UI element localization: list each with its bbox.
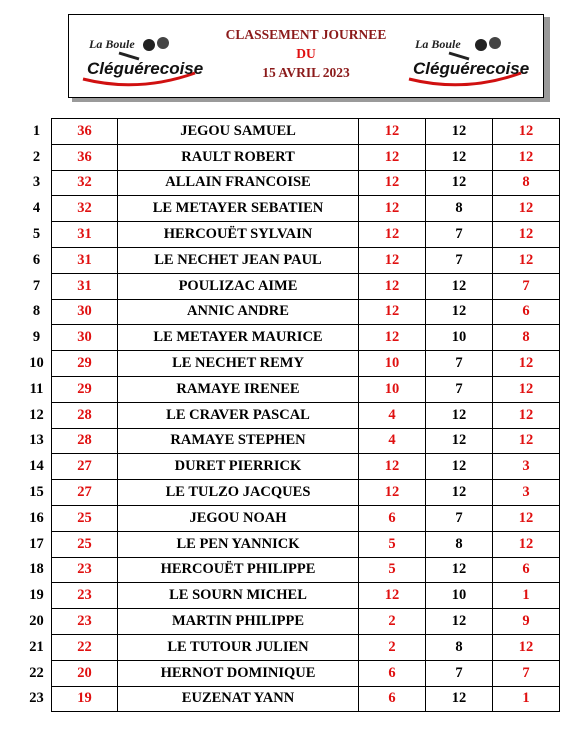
game-1-score-cell: 12 — [359, 196, 426, 222]
points-cell: 29 — [52, 351, 118, 377]
game-3-score-cell: 8 — [493, 325, 560, 351]
rank-cell: 23 — [29, 690, 44, 707]
game-1-score-cell: 6 — [359, 660, 426, 686]
points-cell: 22 — [52, 634, 118, 660]
game-2-score-cell: 10 — [426, 583, 493, 609]
points-cell: 25 — [52, 505, 118, 531]
rank-cell: 5 — [32, 226, 41, 243]
player-name-cell: LE CRAVER PASCAL — [118, 402, 359, 428]
game-1-score-cell: 12 — [359, 247, 426, 273]
game-1-score-cell: 2 — [359, 609, 426, 635]
game-1-score-cell: 6 — [359, 505, 426, 531]
player-name-cell: RAMAYE STEPHEN — [118, 428, 359, 454]
logo-club-text: Cléguérecoise — [87, 59, 204, 78]
table-row — [22, 505, 560, 531]
game-2-score-cell: 7 — [426, 376, 493, 402]
player-name-cell: ANNIC ANDRE — [118, 299, 359, 325]
table-row — [22, 144, 560, 170]
points-cell: 31 — [52, 273, 118, 299]
points-cell: 23 — [52, 609, 118, 635]
points-cell: 30 — [52, 299, 118, 325]
points-cell: 28 — [52, 402, 118, 428]
points-cell: 28 — [52, 428, 118, 454]
rank-cell: 19 — [29, 587, 44, 604]
player-name-cell: LE NECHET REMY — [118, 351, 359, 377]
game-2-score-cell: 12 — [426, 299, 493, 325]
points-cell: 32 — [52, 170, 118, 196]
game-2-score-cell: 10 — [426, 325, 493, 351]
game-2-score-cell: 7 — [426, 247, 493, 273]
game-1-score-cell: 10 — [359, 351, 426, 377]
title-line-2: DU — [296, 46, 316, 61]
player-name-cell: JEGOU NOAH — [118, 505, 359, 531]
rank-cell: 15 — [29, 484, 44, 501]
game-1-score-cell: 4 — [359, 428, 426, 454]
table-row — [22, 273, 560, 299]
player-name-cell: EUZENAT YANN — [118, 686, 359, 712]
table-row — [22, 480, 560, 506]
table-row — [22, 634, 560, 660]
table-row — [22, 376, 560, 402]
game-2-score-cell: 7 — [426, 351, 493, 377]
game-3-score-cell: 6 — [493, 299, 560, 325]
table-row — [22, 557, 560, 583]
points-cell: 36 — [52, 144, 118, 170]
game-3-score-cell: 3 — [493, 480, 560, 506]
game-2-score-cell: 12 — [426, 144, 493, 170]
game-2-score-cell: 12 — [426, 557, 493, 583]
game-1-score-cell: 12 — [359, 299, 426, 325]
game-2-score-cell: 12 — [426, 273, 493, 299]
rank-cell: 10 — [29, 355, 44, 372]
player-name-cell: DURET PIERRICK — [118, 454, 359, 480]
game-3-score-cell: 8 — [493, 170, 560, 196]
game-3-score-cell: 12 — [493, 119, 560, 145]
table-row — [22, 299, 560, 325]
table-row — [22, 531, 560, 557]
game-1-score-cell: 12 — [359, 119, 426, 145]
table-row — [22, 170, 560, 196]
player-name-cell: LE TUTOUR JULIEN — [118, 634, 359, 660]
points-cell: 36 — [52, 119, 118, 145]
game-1-score-cell: 4 — [359, 402, 426, 428]
game-2-score-cell: 12 — [426, 119, 493, 145]
logo-club-text: Cléguérecoise — [413, 59, 530, 78]
player-name-cell: HERNOT DOMINIQUE — [118, 660, 359, 686]
rank-cell: 9 — [32, 329, 41, 346]
rank-cell: 18 — [29, 561, 44, 578]
points-cell: 23 — [52, 583, 118, 609]
game-3-score-cell: 12 — [493, 222, 560, 248]
rank-cell: 17 — [29, 535, 44, 552]
rank-cell: 20 — [29, 613, 44, 630]
logo-small-text: La Boule — [89, 37, 135, 51]
player-name-cell: LE METAYER SEBATIEN — [118, 196, 359, 222]
game-1-score-cell: 12 — [359, 454, 426, 480]
rank-cell: 12 — [29, 406, 44, 423]
points-cell: 23 — [52, 557, 118, 583]
table-row — [22, 351, 560, 377]
points-cell: 19 — [52, 686, 118, 712]
player-name-cell: RAMAYE IRENEE — [118, 376, 359, 402]
rank-cell: 13 — [29, 432, 44, 449]
game-1-score-cell: 12 — [359, 583, 426, 609]
rank-cell: 8 — [32, 303, 41, 320]
table-row — [22, 119, 560, 145]
game-2-score-cell: 7 — [426, 222, 493, 248]
game-3-score-cell: 12 — [493, 634, 560, 660]
player-name-cell: LE TULZO JACQUES — [118, 480, 359, 506]
game-3-score-cell: 1 — [493, 583, 560, 609]
rank-cell: 2 — [32, 148, 41, 165]
game-3-score-cell: 1 — [493, 686, 560, 712]
table-row — [22, 660, 560, 686]
game-2-score-cell: 8 — [426, 196, 493, 222]
table-row — [22, 583, 560, 609]
game-3-score-cell: 12 — [493, 196, 560, 222]
rank-cell: 3 — [32, 174, 41, 191]
game-1-score-cell: 12 — [359, 222, 426, 248]
points-cell: 27 — [52, 454, 118, 480]
table-row — [22, 454, 560, 480]
game-1-score-cell: 2 — [359, 634, 426, 660]
game-1-score-cell: 5 — [359, 557, 426, 583]
game-2-score-cell: 7 — [426, 660, 493, 686]
points-cell: 31 — [52, 247, 118, 273]
table-row — [22, 247, 560, 273]
game-3-score-cell: 12 — [493, 505, 560, 531]
player-name-cell: POULIZAC AIME — [118, 273, 359, 299]
points-cell: 32 — [52, 196, 118, 222]
points-cell: 25 — [52, 531, 118, 557]
table-row — [22, 402, 560, 428]
game-2-score-cell: 7 — [426, 505, 493, 531]
player-name-cell: LE SOURN MICHEL — [118, 583, 359, 609]
player-name-cell: HERCOUËT PHILIPPE — [118, 557, 359, 583]
rank-cell: 1 — [32, 122, 41, 139]
game-3-score-cell: 7 — [493, 273, 560, 299]
table-row — [22, 686, 560, 712]
game-2-score-cell: 12 — [426, 686, 493, 712]
points-cell: 29 — [52, 376, 118, 402]
header-box — [68, 14, 544, 98]
points-cell: 30 — [52, 325, 118, 351]
game-2-score-cell: 12 — [426, 428, 493, 454]
player-name-cell: LE PEN YANNICK — [118, 531, 359, 557]
rank-cell: 7 — [32, 277, 41, 294]
title-line-3: 15 AVRIL 2023 — [262, 65, 350, 80]
rank-cell: 6 — [32, 251, 41, 268]
game-3-score-cell: 3 — [493, 454, 560, 480]
game-2-score-cell: 12 — [426, 402, 493, 428]
game-3-score-cell: 12 — [493, 402, 560, 428]
rank-cell: 4 — [32, 200, 41, 217]
logo-small-text: La Boule — [415, 37, 461, 51]
player-name-cell: ALLAIN FRANCOISE — [118, 170, 359, 196]
table-row — [22, 428, 560, 454]
game-2-score-cell: 12 — [426, 170, 493, 196]
player-name-cell: MARTIN PHILIPPE — [118, 609, 359, 635]
table-row — [22, 609, 560, 635]
game-3-score-cell: 9 — [493, 609, 560, 635]
club-logo-right — [405, 33, 530, 93]
game-2-score-cell: 8 — [426, 531, 493, 557]
rank-cell: 14 — [29, 458, 44, 475]
title-line-1: CLASSEMENT JOURNEE — [225, 27, 387, 42]
table-row — [22, 222, 560, 248]
game-2-score-cell: 8 — [426, 634, 493, 660]
game-2-score-cell: 12 — [426, 609, 493, 635]
game-3-score-cell: 12 — [493, 531, 560, 557]
game-3-score-cell: 6 — [493, 557, 560, 583]
player-name-cell: HERCOUËT SYLVAIN — [118, 222, 359, 248]
game-2-score-cell: 12 — [426, 480, 493, 506]
rank-cell: 16 — [29, 509, 44, 526]
player-name-cell: LE METAYER MAURICE — [118, 325, 359, 351]
points-cell: 31 — [52, 222, 118, 248]
player-name-cell: LE NECHET JEAN PAUL — [118, 247, 359, 273]
table-row — [22, 325, 560, 351]
game-1-score-cell: 12 — [359, 325, 426, 351]
game-2-score-cell: 12 — [426, 454, 493, 480]
game-3-score-cell: 12 — [493, 428, 560, 454]
game-3-score-cell: 12 — [493, 351, 560, 377]
game-1-score-cell: 12 — [359, 144, 426, 170]
ranking-table — [22, 118, 560, 712]
rank-cell: 22 — [29, 664, 44, 681]
game-1-score-cell: 5 — [359, 531, 426, 557]
player-name-cell: RAULT ROBERT — [118, 144, 359, 170]
player-name-cell: JEGOU SAMUEL — [118, 119, 359, 145]
game-1-score-cell: 10 — [359, 376, 426, 402]
game-1-score-cell: 12 — [359, 273, 426, 299]
game-1-score-cell: 12 — [359, 170, 426, 196]
game-3-score-cell: 12 — [493, 247, 560, 273]
points-cell: 20 — [52, 660, 118, 686]
game-3-score-cell: 7 — [493, 660, 560, 686]
table-row — [22, 196, 560, 222]
points-cell: 27 — [52, 480, 118, 506]
rank-cell: 21 — [29, 638, 44, 655]
game-3-score-cell: 12 — [493, 376, 560, 402]
game-1-score-cell: 6 — [359, 686, 426, 712]
rank-cell: 11 — [29, 380, 44, 397]
game-3-score-cell: 12 — [493, 144, 560, 170]
game-1-score-cell: 12 — [359, 480, 426, 506]
